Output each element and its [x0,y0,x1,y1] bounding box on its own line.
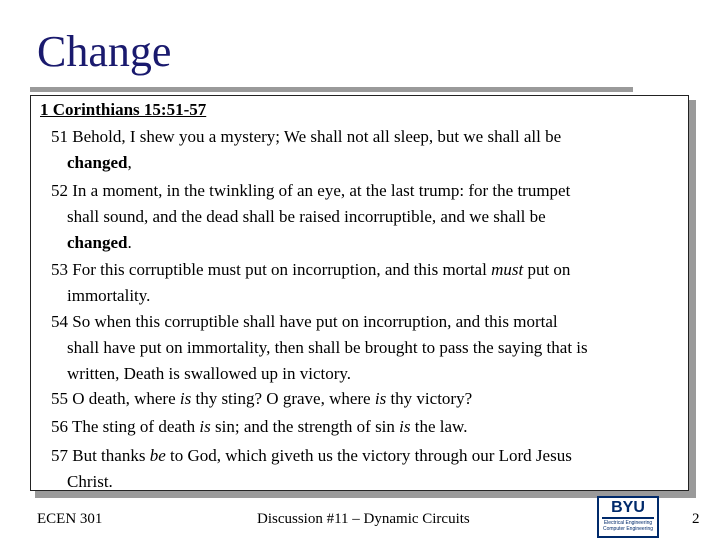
verse-text: 57 But thanks [51,446,150,465]
verse-56 [51,414,681,440]
verse-line [51,257,681,283]
emphasis-italic: is [179,389,192,408]
verse-line: 51 Behold, I shew you a mystery; We shall not all sleep, but we shall all be [51,127,562,146]
emphasis-bold: changed [67,153,128,172]
verse-line [51,443,681,469]
verse-text: , [127,153,132,172]
emphasis-italic: is [199,417,211,436]
verse-line: 54 So when this corruptible shall have put on incorruption, and this mortal [51,312,558,331]
verse-52 [51,178,681,256]
verse-text: thy sting? O grave, where [191,389,375,408]
footer-course: ECEN 301 [37,511,103,527]
verse-text: 53 For this corruptible must put on incorruption, and this mortal [51,260,492,279]
verse-text: to God, which giveth us the victory through our Lord Jesus [165,446,572,465]
verse-line [51,414,681,440]
logo-mark: BYU [611,499,645,516]
verse-57 [51,443,681,495]
verse-line: shall have put on immortality, then shall be brought to pass the saying that is [67,338,588,357]
footer-topic: Discussion #11 – Dynamic Circuits [257,511,470,527]
emphasis-italic: be [149,446,166,465]
verse-51 [51,124,681,176]
verse-line: written, Death is swallowed up in victory. [67,364,352,383]
verse-55 [51,386,681,412]
slide-number: 2 [692,511,700,527]
logo-divider [602,517,654,519]
verse-line: 52 In a moment, in the twinkling of an eye, at the last trump: for the trumpet [51,181,571,200]
byu-logo [597,496,659,538]
verse-text: put on [523,260,571,279]
scripture-box [30,95,689,491]
verse-text: thy victory? [386,389,473,408]
emphasis-italic: is [374,389,387,408]
emphasis-italic: is [399,417,411,436]
scripture-reference: 1 Corinthians 15:51-57 [40,100,207,119]
title-divider [30,87,633,92]
verse-53 [51,257,681,309]
verse-line [51,386,681,412]
logo-subtitle: Electrical Engineering [603,520,653,526]
verse-line: immortality. [67,286,151,305]
verse-line: shall sound, and the dead shall be raised incorruptible, and we shall be [67,207,546,226]
emphasis-bold: changed [67,233,128,252]
slide-title: Change [37,27,172,76]
verse-text: 56 The sting of death [51,417,200,436]
verse-line [51,230,681,256]
emphasis-italic: must [491,260,524,279]
logo-subtitle: Computer Engineering [602,526,654,532]
verse-line: Christ. [67,472,113,491]
verse-54 [51,309,681,387]
verse-text: 55 O death, where [51,389,180,408]
verse-text: . [127,233,132,252]
verse-text: the law. [410,417,468,436]
verse-text: sin; and the strength of sin [210,417,400,436]
verse-line [51,150,681,176]
